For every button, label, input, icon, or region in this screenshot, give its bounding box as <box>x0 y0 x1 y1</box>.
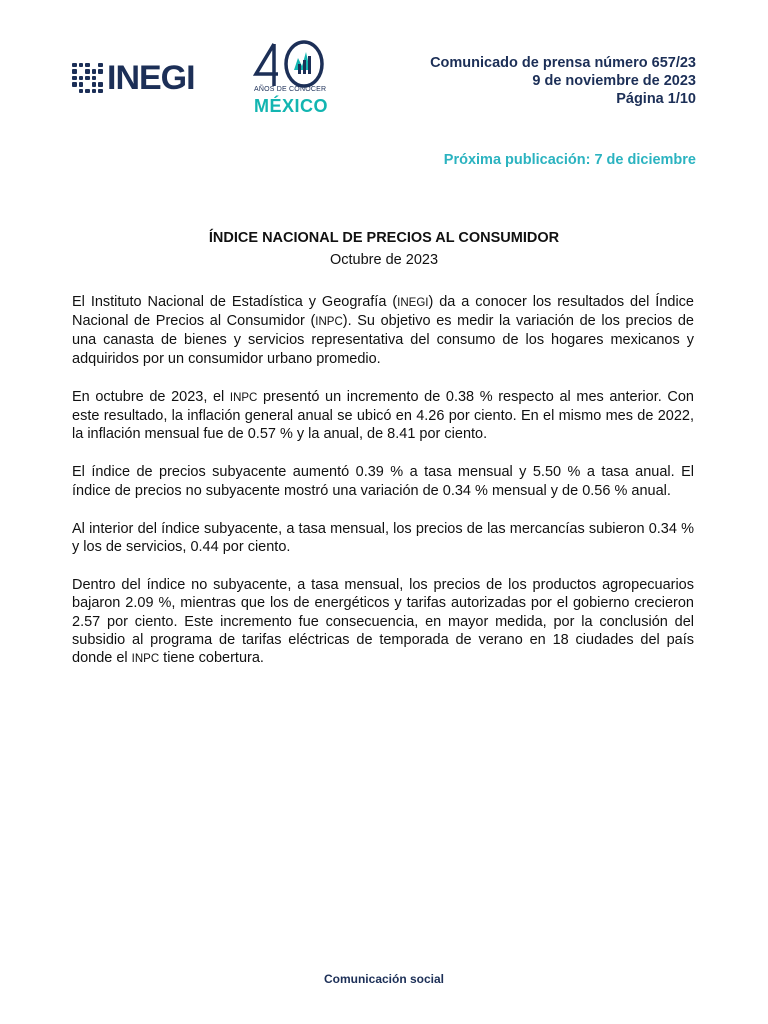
document-body <box>72 293 694 688</box>
paragraph-5 <box>72 576 694 668</box>
p5-text-c: tiene cobertura. <box>159 650 264 667</box>
header-logos <box>72 40 342 120</box>
document-subtitle: Octubre de 2023 <box>329 252 439 268</box>
p1-text-a: El Instituto Nacional de Estadística y Geografía ( <box>72 294 398 310</box>
document-title: ÍNDICE NACIONAL DE PRECIOS AL CONSUMIDOR <box>208 230 560 246</box>
footer-label: Comunicación social <box>323 972 445 986</box>
p5-acronym-inpc: INPC <box>131 653 160 666</box>
p2-text-a: En octubre de 2023, el <box>72 388 230 405</box>
p5-text-a: Dentro del índice no subyacente, a tasa mensual, los precios de los productos agropecuarios bajaron 2.09 %, mientras que los de energéticos y tarifas autorizadas por el gobierno crecieron 2.57 por ciento. Este incremento fue consecuencia, en mayor medida, por la conclusión del subsidio al programa de tarifas eléctricas de temporada de verano en 18 ciudades del país donde el <box>72 577 694 667</box>
anniversary-country: MÉXICO <box>254 96 329 116</box>
press-release-number: Comunicado de prensa número 657/23 <box>430 55 696 71</box>
p2-acronym-inpc: INPC <box>229 391 258 404</box>
p1-acronym-inpc: INPC <box>315 316 343 329</box>
p2-text-c: presentó un incremento de 0.38 % respecto al mes anterior. Con este resultado, la inflación general anual se ubicó en 4.26 por ciento. En el mismo mes de 2022, la inflación mensual fue de 0.57 % y la anual, de 8.41 por ciento. <box>72 388 694 443</box>
paragraph-2 <box>72 388 694 444</box>
paragraph-4: Al interior del índice subyacente, a tasa mensual, los precios de las mercancías subieron 0.34 % y los de servicios, 0.44 por ciento. <box>72 520 694 556</box>
paragraph-1 <box>72 293 694 368</box>
p1-acronym-inegi: INEGI <box>397 297 429 309</box>
p1-text-e: ). Su objetivo es medir la variación de los precios de una canasta de bienes y servicios representativa del consumo de los hogares mexicanos y adquiridos por un consumidor urbano promedio. <box>72 313 694 367</box>
p1-text-c: ) da a conocer los resultados del Índice Nacional de Precios al Consumidor ( <box>72 294 694 330</box>
press-info <box>430 54 696 108</box>
next-publication: Próxima publicación: 7 de diciembre <box>443 152 696 168</box>
release-date: 9 de noviembre de 2023 <box>532 73 696 89</box>
inegi-logo-text: INEGI <box>107 59 195 97</box>
paragraph-3: El índice de precios subyacente aumentó 0.39 % a tasa mensual y 5.50 % a tasa anual. El índice de precios no subyacente mostró una variación de 0.34 % mensual y de 0.56 % anual. <box>72 464 694 499</box>
page-indicator: Página 1/10 <box>616 91 696 107</box>
anniversary-subtitle: AÑOS DE CONOCER <box>254 86 327 93</box>
inegi-logo <box>72 59 195 97</box>
inegi-dots-icon <box>72 63 103 94</box>
